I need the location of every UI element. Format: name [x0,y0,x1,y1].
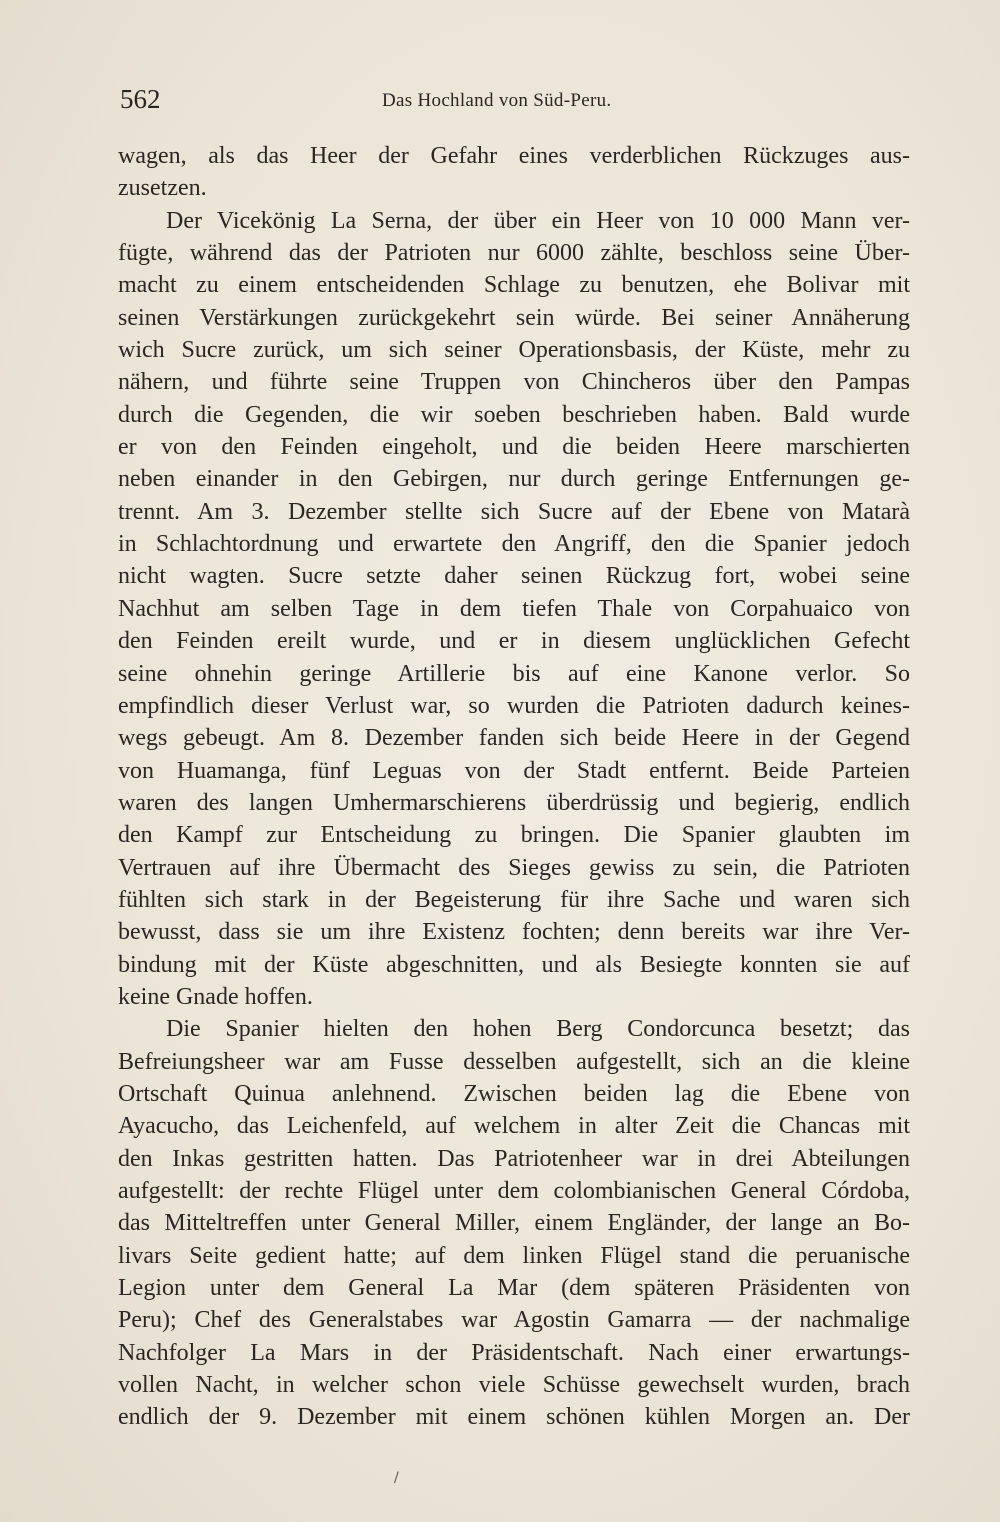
text-line: wich Sucre zurück, um sich seiner Operationsbasis, der Küste, mehr zu [118,337,910,364]
text-line: Legion unter dem General La Mar (dem späteren Präsidenten von [118,1275,910,1302]
text-line: keine Gnade hoffen. [118,983,313,1010]
text-line: bewusst, dass sie um ihre Existenz fochten; denn bereits war ihre Ver- [118,919,910,946]
text-line: durch die Gegenden, die wir soeben beschrieben haben. Bald wurde [118,401,910,428]
text-line: wegs gebeugt. Am 8. Dezember fanden sich beide Heere in der Gegend [118,725,910,752]
text-line: nicht wagten. Sucre setzte daher seinen Rückzug fort, wobei seine [118,563,910,590]
page-header [120,80,910,120]
text-line: livars Seite gedient hatte; auf dem linken Flügel stand die peruanische [118,1242,910,1269]
text-line: seine ohnehin geringe Artillerie bis auf eine Kanone verlor. So [118,660,910,687]
footer-mark: / [394,1470,399,1486]
text-line: Ortschaft Quinua anlehnend. Zwischen beiden lag die Ebene von [118,1080,910,1107]
text-line: das Mitteltreffen unter General Miller, einem Engländer, der lange an Bo- [118,1210,910,1237]
text-line: Der Vicekönig La Serna, der über ein Heer von 10 000 Mann ver- [166,207,910,234]
text-line: bindung mit der Küste abgeschnitten, und als Besiegte konnten sie auf [118,951,910,978]
text-line: von Huamanga, fünf Leguas von der Stadt entfernt. Beide Parteien [118,757,910,784]
text-line: er von den Feinden eingeholt, und die beiden Heere marschierten [118,434,910,461]
text-line: Befreiungsheer war am Fusse desselben aufgestellt, sich an die kleine [118,1048,910,1075]
text-line: empfindlich dieser Verlust war, so wurden die Patrioten dadurch keines- [118,692,910,719]
page-number: 562 [120,84,161,114]
text-line: wagen, als das Heer der Gefahr eines verderblichen Rückzuges aus- [118,143,910,169]
text-line: waren des langen Umhermarschierens überdrüssig und begierig, endlich [118,789,910,816]
text-line: den Inkas gestritten hatten. Das Patriotenheer war in drei Abteilungen [118,1145,910,1172]
text-line: fühlten sich stark in der Begeisterung für ihre Sache und waren sich [118,886,910,913]
text-line: fügte, während das der Patrioten nur 6000 zählte, beschloss seine Über- [118,240,910,267]
running-title: Das Hochland von Süd-Peru. [382,90,612,111]
text-line: den Kampf zur Entscheidung zu bringen. Die Spanier glaubten im [118,822,910,849]
text-line: seinen Verstärkungen zurückgekehrt sein würde. Bei seiner Annäherung [118,304,910,331]
text-line: Nachhut am selben Tage in dem tiefen Thale von Corpahuaico von [118,595,910,622]
text-line: Peru); Chef des Generalstabes war Agostin Gamarra — der nachmalige [118,1307,910,1334]
text-line: Vertrauen auf ihre Übermacht des Sieges gewiss zu sein, die Patrioten [118,854,910,881]
text-line: neben einander in den Gebirgen, nur durch geringe Entfernungen ge- [118,466,910,493]
text-line: Die Spanier hielten den hohen Berg Condorcunca besetzt; das [166,1016,910,1043]
text-line: in Schlachtordnung und erwartete den Angriff, den die Spanier jedoch [118,531,910,558]
text-line: trennt. Am 3. Dezember stellte sich Sucre auf der Ebene von Matarà [118,498,910,525]
text-line: endlich der 9. Dezember mit einem schönen kühlen Morgen an. Der [118,1404,910,1431]
text-line: nähern, und führte seine Truppen von Chincheros über den Pampas [118,369,910,396]
text-line: den Feinden ereilt wurde, und er in diesem unglücklichen Gefecht [118,628,910,655]
body-text [118,140,910,1434]
text-line: aufgestellt: der rechte Flügel unter dem colombianischen General Córdoba, [118,1178,910,1204]
text-line: vollen Nacht, in welcher schon viele Schüsse gewechselt wurden, brach [118,1372,910,1399]
text-line: Ayacucho, das Leichenfeld, auf welchem in alter Zeit die Chancas mit [118,1113,910,1140]
text-line: zusetzen. [118,175,207,202]
text-line: Nachfolger La Mars in der Präsidentschaft. Nach einer erwartungs- [118,1339,910,1366]
text-line: macht zu einem entscheidenden Schlage zu benutzen, ehe Bolivar mit [118,272,910,299]
